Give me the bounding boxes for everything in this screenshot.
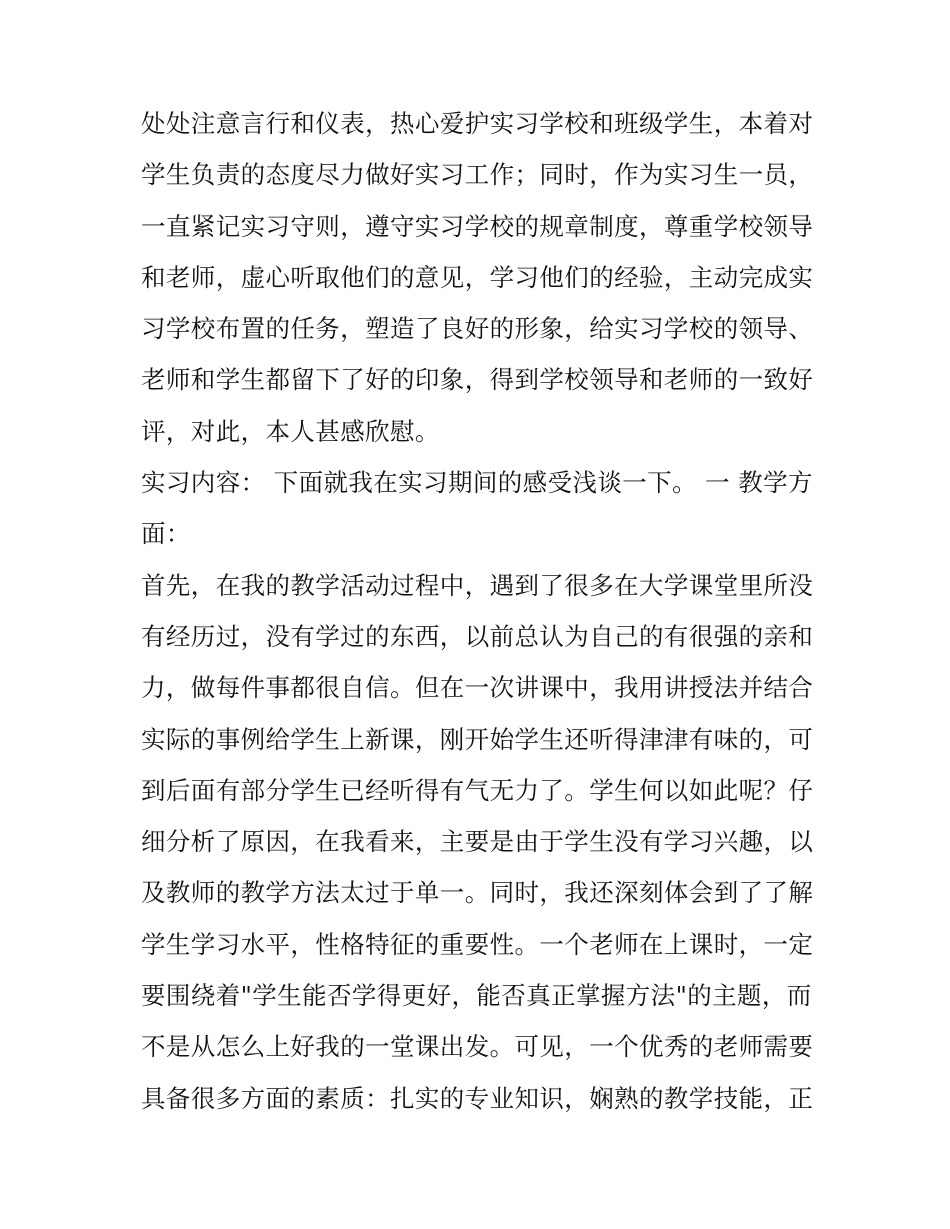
text-line: 及教师的教学方法太过于单一。同时，我还深刻体会到了了解 xyxy=(141,878,814,908)
section-heading-line: 实习内容： 下面就我在实习期间的感受浅谈一下。 一 教学方 xyxy=(141,468,813,498)
text-line: 要围绕着"学生能否学得更好，能否真正掌握方法"的主题，而 xyxy=(141,981,812,1011)
text-line: 评，对此，本人甚感欣慰。 xyxy=(141,416,440,446)
section-heading-line: 面： xyxy=(141,519,191,549)
text-line: 习学校布置的任务，塑造了良好的形象，给实习学校的领导、 xyxy=(141,314,814,344)
text-line: 到后面有部分学生已经听得有气无力了。学生何以如此呢？仔 xyxy=(141,775,814,805)
text-line: 处处注意言行和仪表，热心爱护实习学校和班级学生，本着对 xyxy=(141,109,814,138)
text-line: 不是从怎么上好我的一堂课出发。可见，一个优秀的老师需要 xyxy=(141,1032,814,1062)
text-line: 老师和学生都留下了好的印象，得到学校领导和老师的一致好 xyxy=(141,365,814,395)
text-line: 首先，在我的教学活动过程中，遇到了很多在大学课堂里所没 xyxy=(141,570,814,600)
text-line: 力，做每件事都很自信。但在一次讲课中，我用讲授法并结合 xyxy=(141,673,814,703)
text-line: 细分析了原因，在我看来，主要是由于学生没有学习兴趣，以 xyxy=(141,827,814,857)
document-body xyxy=(141,98,821,1124)
text-line: 学生学习水平，性格特征的重要性。一个老师在上课时，一定 xyxy=(141,929,814,959)
text-line: 实际的事例给学生上新课，刚开始学生还听得津津有味的，可 xyxy=(141,724,814,754)
text-line: 学生负责的态度尽力做好实习工作；同时，作为实习生一员， xyxy=(141,160,814,190)
text-line: 有经历过，没有学过的东西，以前总认为自己的有很强的亲和 xyxy=(141,621,814,651)
text-line: 具备很多方面的素质：扎实的专业知识，娴熟的教学技能，正 xyxy=(141,1083,814,1113)
text-line: 和老师，虚心听取他们的意见，学习他们的经验，主动完成实 xyxy=(141,262,814,292)
text-line: 一直紧记实习守则，遵守实习学校的规章制度，尊重学校领导 xyxy=(141,211,814,241)
